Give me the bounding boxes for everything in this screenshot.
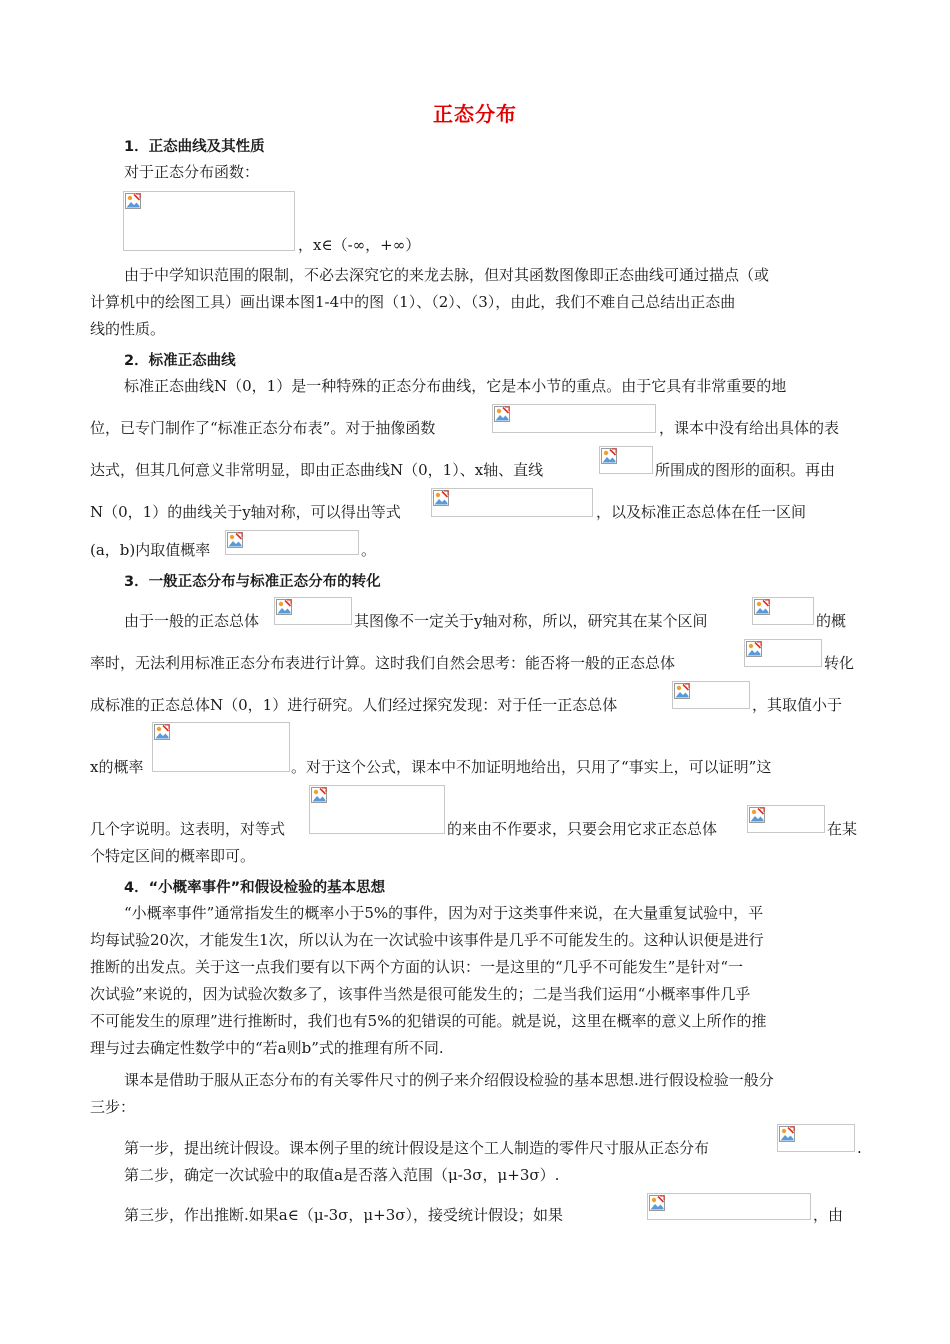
formula-image bbox=[647, 1193, 811, 1220]
broken-image-icon bbox=[754, 599, 770, 615]
s3-paragraph-line: 由于一般的正态总体 bbox=[124, 612, 260, 630]
s4-paragraph-line: 推断的出发点。关于这一点我们要有以下两个方面的认识：一是这里的“几乎不可能发生”是针对“一 bbox=[90, 958, 744, 976]
s3-paragraph-line: 其图像不一定关于y轴对称，所以，研究其在某个区间 bbox=[354, 612, 708, 630]
formula-image bbox=[309, 785, 445, 834]
s3-paragraph-line: 个特定区间的概率即可。 bbox=[90, 847, 256, 865]
s2-paragraph-line: 。 bbox=[361, 541, 377, 559]
broken-image-icon bbox=[311, 787, 327, 803]
formula-image bbox=[747, 805, 825, 833]
s2-paragraph-line: 达式，但其几何意义非常明显，即由正态曲线N（0，1）、x轴、直线 bbox=[90, 461, 544, 479]
s3-paragraph-line: 在某 bbox=[827, 820, 858, 838]
broken-image-icon bbox=[746, 641, 762, 657]
s1-intro: 对于正态分布函数： bbox=[124, 163, 260, 181]
formula-image bbox=[492, 404, 656, 433]
step-3: 第三步，作出推断.如果a∈（μ-3σ，μ+3σ），接受统计假设；如果 bbox=[124, 1206, 564, 1224]
broken-image-icon bbox=[276, 599, 292, 615]
broken-image-icon bbox=[749, 807, 765, 823]
s3-paragraph-line: 的来由不作要求，只要会用它求正态总体 bbox=[447, 820, 718, 838]
step-1-end: . bbox=[857, 1139, 862, 1157]
formula-image bbox=[752, 597, 814, 625]
section-heading-1: 1．正态曲线及其性质 bbox=[124, 139, 265, 155]
s3-paragraph-line: 几个字说明。这表明，对等式 bbox=[90, 820, 286, 838]
broken-image-icon bbox=[601, 448, 617, 464]
formula-image bbox=[672, 681, 750, 709]
s3-paragraph-line: 率时，无法利用标准正态分布表进行计算。这时我们自然会思考：能否将一般的正态总体 bbox=[90, 654, 676, 672]
section-heading-4: 4．“小概率事件”和假设检验的基本思想 bbox=[124, 880, 386, 896]
broken-image-icon bbox=[154, 724, 170, 740]
domain-text: ，x∈（-∞，+∞） bbox=[298, 236, 421, 254]
s3-paragraph-line: ，其取值小于 bbox=[752, 696, 843, 714]
s2-paragraph-line: 标准正态曲线N（0，1）是一种特殊的正态分布曲线，它是本小节的重点。由于它具有非常重要的地 bbox=[124, 377, 787, 395]
step-2: 第二步，确定一次试验中的取值a是否落入范围（μ-3σ，μ+3σ）. bbox=[124, 1166, 560, 1184]
broken-image-icon bbox=[125, 193, 141, 209]
s2-paragraph-line: N（0，1）的曲线关于y轴对称，可以得出等式 bbox=[90, 503, 401, 521]
s1-paragraph-line: 由于中学知识范围的限制，不必去深究它的来龙去脉，但对其函数图像即正态曲线可通过描点（或 bbox=[124, 266, 770, 284]
page-title: 正态分布 bbox=[433, 102, 517, 126]
s3-paragraph-line: 转化 bbox=[824, 654, 855, 672]
section-heading-2: 2．标准正态曲线 bbox=[124, 353, 236, 369]
s3-paragraph-line: x的概率 bbox=[90, 758, 144, 776]
s3-paragraph-line: 。对于这个公式，课本中不加证明地给出，只用了“事实上，可以证明”这 bbox=[291, 758, 772, 776]
s2-paragraph-line: ，以及标准正态总体在任一区间 bbox=[596, 503, 807, 521]
broken-image-icon bbox=[227, 532, 243, 548]
broken-image-icon bbox=[433, 490, 449, 506]
step-1: 第一步，提出统计假设。课本例子里的统计假设是这个工人制造的零件尺寸服从正态分布 bbox=[124, 1139, 710, 1157]
s2-paragraph-line: 所围成的图形的面积。再由 bbox=[655, 461, 836, 479]
s4-paragraph-line: “小概率事件”通常指发生的概率小于5%的事件，因为对于这类事件来说，在大量重复试验中，平 bbox=[124, 904, 764, 922]
s2-paragraph-line: 位，已专门制作了“标准正态分布表”。对于抽像函数 bbox=[90, 419, 436, 437]
formula-image bbox=[225, 530, 359, 555]
s2-paragraph-line: (a，b)内取值概率 bbox=[90, 541, 211, 559]
s4-paragraph-line: 课本是借助于服从正态分布的有关零件尺寸的例子来介绍假设检验的基本思想.进行假设检验一般分 bbox=[124, 1071, 774, 1089]
s1-paragraph-line: 计算机中的绘图工具）画出课本图1-4中的图（1）、（2）、（3），由此，我们不难自己总结出正态曲 bbox=[90, 293, 736, 311]
s4-paragraph-line: 三步： bbox=[90, 1098, 136, 1116]
s4-paragraph-line: 次试验”来说的，因为试验次数多了，该事件当然是很可能发生的；二是当我们运用“小概率事件几乎 bbox=[90, 985, 751, 1003]
formula-image bbox=[123, 191, 295, 251]
formula-image bbox=[152, 722, 290, 772]
s2-paragraph-line: ，课本中没有给出具体的表 bbox=[659, 419, 840, 437]
formula-image bbox=[744, 639, 822, 667]
s3-paragraph-line: 的概 bbox=[816, 612, 847, 630]
formula-image bbox=[599, 446, 653, 474]
s1-paragraph-line: 线的性质。 bbox=[90, 320, 166, 338]
formula-image bbox=[274, 597, 352, 625]
formula-image bbox=[431, 488, 593, 517]
broken-image-icon bbox=[674, 683, 690, 699]
formula-image bbox=[777, 1124, 855, 1152]
s3-paragraph-line: 成标准的正态总体N（0，1）进行研究。人们经过探究发现：对于任一正态总体 bbox=[90, 696, 618, 714]
s4-paragraph-line: 理与过去确定性数学中的“若a则b”式的推理有所不同. bbox=[90, 1039, 444, 1057]
s4-paragraph-line: 不可能发生的原理”进行推断时，我们也有5%的犯错误的可能。就是说，这里在概率的意义上所作的推 bbox=[90, 1012, 767, 1030]
section-heading-3: 3．一般正态分布与标准正态分布的转化 bbox=[124, 574, 381, 590]
step-3-end: ，由 bbox=[813, 1206, 844, 1224]
broken-image-icon bbox=[779, 1126, 795, 1142]
broken-image-icon bbox=[494, 406, 510, 422]
s4-paragraph-line: 均每试验20次，才能发生1次，所以认为在一次试验中该事件是几乎不可能发生的。这种认识便是进行 bbox=[90, 931, 764, 949]
broken-image-icon bbox=[649, 1195, 665, 1211]
